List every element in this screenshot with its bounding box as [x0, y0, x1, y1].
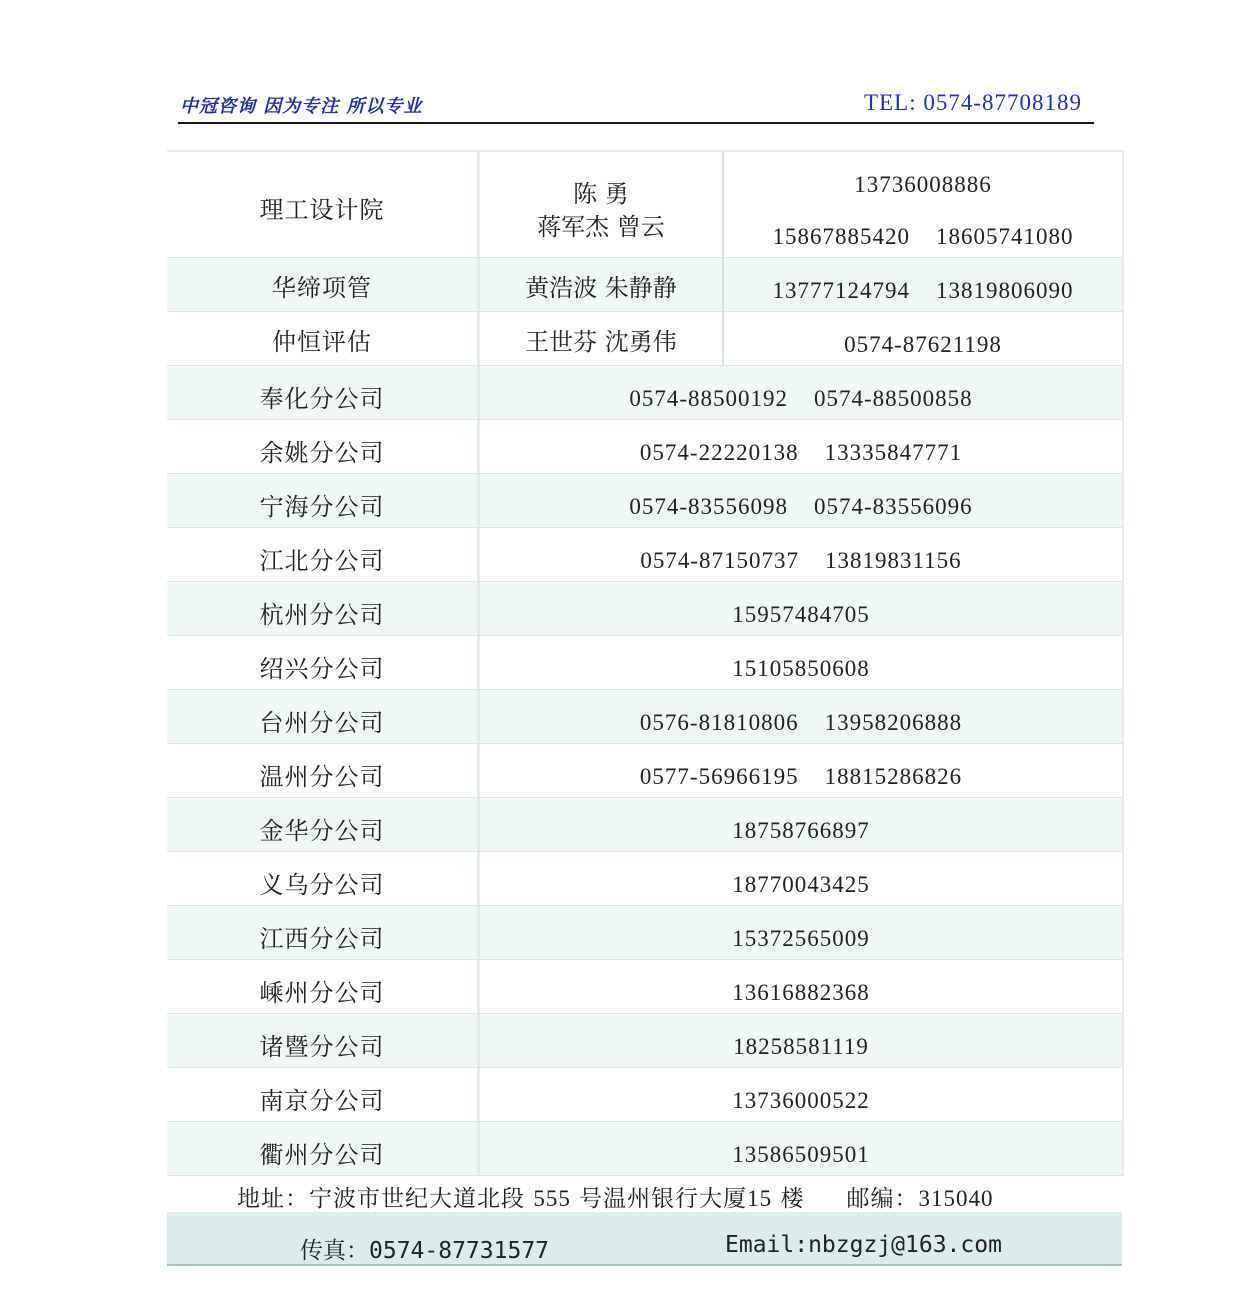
- table-row: [167, 960, 1122, 1014]
- phone-number: 0574-87150737: [640, 548, 799, 573]
- org-name: 仲恒评估: [272, 328, 372, 356]
- email-address: Email:nbzgzj@163.com: [725, 1232, 1002, 1258]
- phone-number: 13819806090: [936, 278, 1074, 303]
- table-row: [167, 798, 1122, 852]
- table-row: [167, 906, 1122, 960]
- phone-number: 13736000522: [732, 1088, 870, 1113]
- phone-number: 0577-56966195: [639, 764, 799, 789]
- org-name: 华缔项管: [272, 274, 372, 302]
- phone-number: 13958206888: [824, 710, 963, 735]
- table-row: [167, 152, 1122, 258]
- phone-number: 15105850608: [732, 656, 870, 681]
- phone-number: 0574-22220138: [639, 440, 799, 465]
- phone-number: 0574-87621198: [844, 332, 1002, 357]
- table-row: [167, 420, 1122, 474]
- phone-number: 0574-83556098: [629, 494, 788, 519]
- phone-number: 0574-88500192: [629, 386, 788, 411]
- contact-table: [167, 150, 1124, 1176]
- phone-number: 0574-88500858: [814, 386, 973, 411]
- table-row: [167, 528, 1122, 582]
- phone-number: 0576-81810806: [639, 710, 799, 735]
- branch-name: 义乌分公司: [259, 871, 385, 899]
- phone-number: 15957484705: [732, 602, 870, 627]
- branch-name: 余姚分公司: [259, 439, 385, 467]
- phone-number: 15867885420: [772, 224, 910, 249]
- contact-person: 王世芬 沈勇伟: [525, 328, 677, 356]
- page-header: [178, 90, 1094, 124]
- phone-number: 13586509501: [732, 1142, 870, 1167]
- table-row: [167, 1068, 1122, 1122]
- phone-number: 13736008886: [854, 172, 992, 197]
- phone-number: 18758766897: [732, 818, 870, 843]
- table-row: [167, 744, 1122, 798]
- phone-number: 18770043425: [732, 872, 870, 897]
- header-telephone: TEL: 0574-87708189: [864, 90, 1082, 115]
- fax-number: 传真：0574-87731577: [300, 1238, 550, 1264]
- phone-number: 0574-83556096: [814, 494, 973, 519]
- branch-name: 衢州分公司: [259, 1141, 385, 1169]
- branch-name: 江北分公司: [259, 547, 385, 575]
- table-row: [167, 474, 1122, 528]
- contact-person: 陈 勇: [573, 180, 629, 208]
- branch-name: 金华分公司: [259, 817, 385, 845]
- branch-name: 杭州分公司: [259, 601, 385, 629]
- company-slogan: 中冠咨询 因为专注 所以专业: [180, 96, 423, 117]
- phone-number: 18258581119: [733, 1034, 869, 1059]
- branch-name: 南京分公司: [259, 1087, 385, 1115]
- table-row: [167, 1014, 1122, 1068]
- branch-name: 江西分公司: [259, 925, 385, 953]
- table-row: [167, 582, 1122, 636]
- table-row: [167, 366, 1122, 420]
- org-name: 理工设计院: [259, 196, 385, 224]
- contact-person: 蒋军杰 曾云: [537, 213, 665, 241]
- phone-number: 13777124794: [772, 278, 910, 303]
- table-row: [167, 690, 1122, 744]
- branch-name: 绍兴分公司: [259, 655, 385, 683]
- branch-name: 奉化分公司: [259, 385, 385, 413]
- branch-name: 台州分公司: [259, 709, 385, 737]
- table-row: [167, 258, 1122, 312]
- phone-number: 13616882368: [732, 980, 870, 1005]
- phone-number: 15372565009: [732, 926, 870, 951]
- table-row: [167, 312, 1122, 366]
- branch-name: 温州分公司: [259, 763, 385, 791]
- phone-number: 18605741080: [936, 224, 1074, 249]
- address-text: 地址：宁波市世纪大道北段 555 号温州银行大厦15 楼 邮编：315040: [237, 1186, 994, 1212]
- branch-name: 宁海分公司: [259, 493, 385, 521]
- phone-number: 13819831156: [825, 548, 962, 573]
- table-row: [167, 636, 1122, 690]
- table-row: [167, 852, 1122, 906]
- phone-number: 13335847771: [824, 440, 963, 465]
- fax-email-row: [167, 1212, 1122, 1266]
- contact-person: 黄浩波 朱静静: [525, 274, 677, 302]
- branch-name: 嵊州分公司: [259, 979, 385, 1007]
- address-row: [167, 1162, 1122, 1212]
- postcode: 315040: [918, 1186, 994, 1211]
- phone-number: 18815286826: [824, 764, 963, 789]
- branch-name: 诸暨分公司: [259, 1033, 385, 1061]
